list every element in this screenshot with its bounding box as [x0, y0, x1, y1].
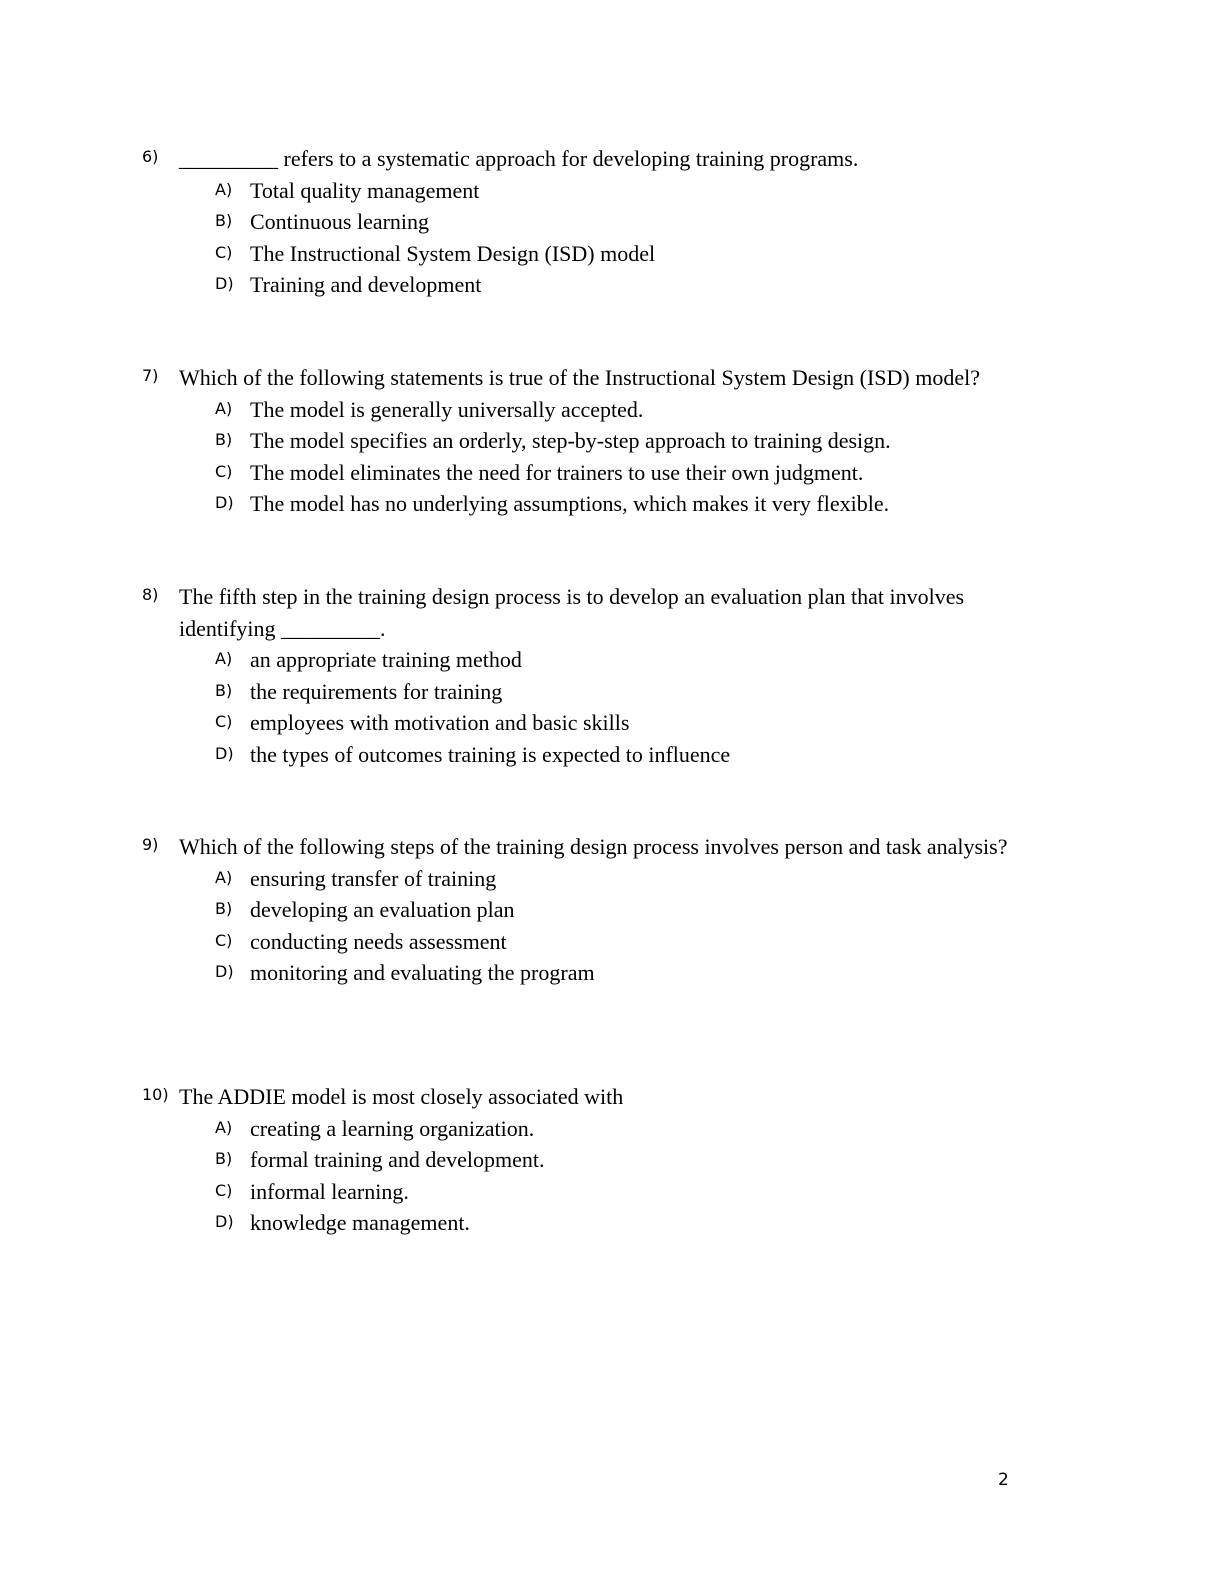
option-text: The model has no underlying assumptions, which makes it very flexible. [250, 491, 890, 516]
option-text: employees with motivation and basic skills [250, 710, 630, 735]
option-a [215, 394, 1062, 426]
option-d [215, 269, 1062, 301]
option-text: formal training and development. [250, 1147, 545, 1172]
option-text: Continuous learning [250, 209, 430, 234]
option-a [215, 1113, 1062, 1145]
option-letter: D) [215, 743, 234, 763]
option-c [215, 926, 1062, 958]
option-letter: A) [215, 867, 233, 887]
option-d [215, 957, 1062, 989]
option-b [215, 1144, 1062, 1176]
question-7 [142, 362, 1062, 520]
question-6 [142, 143, 1062, 301]
option-text: informal learning. [250, 1178, 409, 1204]
option-b [215, 206, 1062, 238]
option-d [215, 739, 1062, 771]
option-letter: B) [215, 899, 233, 918]
option-d [215, 488, 1062, 520]
option-letter: D) [215, 1212, 234, 1231]
question-number: 8) [142, 585, 159, 604]
question-number: 7) [142, 366, 159, 385]
option-text: The model is generally universally accepted. [250, 396, 644, 422]
option-letter: C) [215, 1180, 233, 1200]
option-letter: B) [215, 680, 233, 700]
answer-options [215, 1113, 1062, 1239]
option-letter: A) [215, 649, 233, 668]
option-text: conducting needs assessment [250, 928, 507, 954]
answer-options [215, 863, 1062, 989]
option-c [215, 1176, 1062, 1208]
option-letter: A) [215, 1117, 233, 1137]
page-number: 2 [998, 1470, 1009, 1490]
option-letter: D) [215, 274, 234, 293]
option-letter: B) [215, 1149, 233, 1168]
option-c [215, 707, 1062, 739]
option-text: The Instructional System Design (ISD) model [250, 240, 656, 266]
option-letter: A) [215, 398, 233, 418]
question-text: The ADDIE model is most closely associated with [179, 1084, 624, 1109]
option-text: ensuring transfer of training [250, 865, 497, 891]
option-a [215, 863, 1062, 895]
option-b [215, 676, 1062, 708]
option-text: monitoring and evaluating the program [250, 960, 595, 985]
option-text: knowledge management. [250, 1210, 470, 1235]
option-text: an appropriate training method [250, 647, 522, 672]
question-number: 6) [142, 147, 159, 166]
option-letter: B) [215, 430, 233, 449]
option-text: creating a learning organization. [250, 1115, 535, 1141]
option-letter: C) [215, 242, 233, 262]
option-text: Total quality management [250, 177, 480, 203]
question-text: The fifth step in the training design process is to develop an evaluation plan that involves identifying _________. [179, 584, 965, 641]
question-number: 10) [142, 1085, 169, 1104]
question-9 [142, 831, 1062, 989]
option-letter: C) [215, 712, 233, 731]
option-letter: C) [215, 930, 233, 950]
option-letter: D) [215, 493, 234, 512]
option-letter: C) [215, 461, 233, 481]
option-text: the types of outcomes training is expected to influence [250, 741, 731, 767]
option-b [215, 894, 1062, 926]
option-letter: D) [215, 962, 234, 981]
option-letter: B) [215, 211, 233, 230]
option-letter: A) [215, 179, 233, 199]
option-text: The model specifies an orderly, step-by-step approach to training design. [250, 428, 891, 453]
option-a [215, 644, 1062, 676]
answer-options [215, 175, 1062, 301]
option-c [215, 457, 1062, 489]
option-text: The model eliminates the need for trainers to use their own judgment. [250, 459, 864, 485]
option-text: the requirements for training [250, 678, 503, 704]
question-number: 9) [142, 835, 159, 854]
option-d [215, 1207, 1062, 1239]
question-8 [142, 581, 1062, 770]
answer-options [215, 644, 1062, 770]
answer-options [215, 394, 1062, 520]
option-b [215, 425, 1062, 457]
question-text: Which of the following statements is true of the Instructional System Design (ISD) model? [179, 365, 981, 390]
option-a [215, 175, 1062, 207]
option-text: Training and development [250, 272, 482, 297]
option-c [215, 238, 1062, 270]
question-text: Which of the following steps of the training design process involves person and task analysis? [179, 834, 1008, 859]
question-text: _________ refers to a systematic approach for developing training programs. [179, 146, 859, 171]
option-text: developing an evaluation plan [250, 897, 515, 922]
question-10 [142, 1081, 1062, 1239]
